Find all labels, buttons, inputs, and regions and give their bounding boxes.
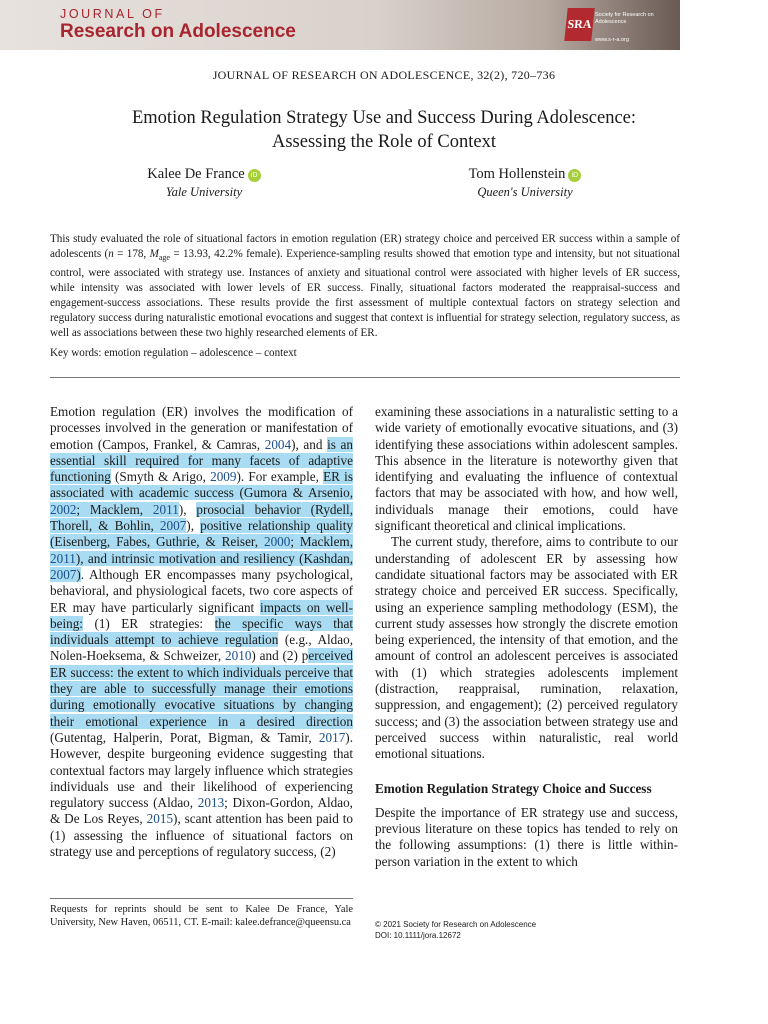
orcid-icon[interactable]: iD bbox=[568, 169, 581, 182]
citation-link[interactable]: 2015 bbox=[146, 811, 174, 827]
section-heading: Emotion Regulation Strategy Choice and Success bbox=[375, 780, 652, 796]
body-column-left bbox=[50, 404, 353, 860]
citation-link[interactable]: 2007 bbox=[159, 518, 187, 534]
copyright: © 2021 Society for Research on Adolescence bbox=[375, 920, 537, 929]
highlight: is an essential skill required for many facets of adaptive functioning bbox=[50, 436, 353, 485]
journal-name: Research on Adolescence bbox=[60, 21, 296, 42]
footnote-divider bbox=[50, 898, 353, 899]
section-divider bbox=[50, 377, 680, 378]
sra-logo: SRA bbox=[564, 8, 594, 41]
body-column-right bbox=[375, 404, 678, 870]
highlight: erceived ER success: the extent to which individuals perceive that they are able to successfully manage their emotions during emotionally evocative situations by changing their emotional experience in a desired direction bbox=[50, 648, 353, 729]
author-name: Tom Hollenstein bbox=[468, 166, 566, 182]
citation-link[interactable]: 2007 bbox=[50, 566, 77, 582]
citation-link[interactable]: 2013 bbox=[197, 795, 225, 811]
paragraph: Emotion regulation (ER) involves the modification of processes involved in the generation or manifestation of emotion (Campos, Frankel, & Camras, 2004), and is an essential skill required for many facets of adaptive functioning (Smyth & Arigo, 2009). For example, ER is associated with academic success (Gumora & Arsenio, 2002; Macklem, 2011), prosocial behavior (Rydell, Thorell, & Bohlin, 2007), positive relationship quality (Eisenberg, Fabes, Guthrie, & Reiser, 2000; Macklem, 2011), and intrinsic motivation and resiliency (Kashdan, 2007). Although ER encompasses many psychological, behavioral, and physiological facets, two core aspects of ER may have particularly significant impacts on well-being: (1) ER strategies: the specific ways that individuals attempt to achieve regulation (e.g., Aldao, Nolen-Hoeksema, & Schweizer, 2010) and (2) perceived ER success: the extent to which individuals perceive that they are able to successfully manage their emotions during emotionally evocative situations by changing their emotional experience in a desired direction (Gutentag, Halperin, Porat, Bigman, & Tamir, 2017). However, despite burgeoning evidence suggesting that contextual factors may largely influence which strategies individuals use and their likelihood of experiencing regulatory success (Aldao, 2013; Dixon-Gordon, Aldao, & De Los Reyes, 2015), scant attention has been paid to (1) assessing the influence of situational factors on strategy use and perceptions of regulatory success, (2) bbox=[50, 404, 353, 860]
paragraph: examining these associations in a naturalistic setting to a wide variety of emotionally evocative situations, and (3) identifying these associations within adolescent samples. This absence in the literature is noteworthy given that identifying and evaluating the influence of contextual factors that may be associated with how, and how well, individuals manage their emotions, could have significant theoretical and clinical implications. bbox=[375, 404, 678, 534]
abstract: This study evaluated the role of situational factors in emotion regulation (ER) strategy choice and perceived ER success within a sample of adolescents (n = 178, $M_{age} = 13.93$, 42.2% female). Experience-sampling results showed that emotion type and intensity, but not situational control, were associated with strategy use. Instances of anxiety and situational control were associated with higher levels of ER success, while intensity was associated with lower levels of ER success. Finally, situational factors moderated the reappraisal-success and engagement-success associations. These results provide the first assessment of multiple contextual factors on strategy selection and regulatory success during naturalistic emotional evocations and suggest that context is influential for strategy selection, regulatory success, as well as associations between these two highly researched elements of ER. bbox=[50, 233, 680, 339]
author-1 bbox=[124, 165, 284, 201]
article-title-line-1: Emotion Regulation Strategy Use and Success During Adolescence: bbox=[131, 108, 637, 128]
copyright-block bbox=[375, 919, 678, 941]
author-name: Kalee De France bbox=[147, 166, 245, 182]
author-2 bbox=[440, 165, 610, 201]
citation-link[interactable]: 2004 bbox=[264, 436, 292, 452]
society-name: Society for Research on Adolescence bbox=[595, 12, 654, 25]
highlight: impacts on well-being: bbox=[50, 599, 353, 631]
citation-link[interactable]: 2002 bbox=[50, 501, 77, 517]
paragraph: The current study, therefore, aims to contribute to our understanding of adolescent ER by assessing how candidate situational factors may be associated with ER strategy choice and perceived ER success. Specifically, using an experience sampling methodology (ESM), the current study assesses how strongly the discrete emotion being experienced, the intensity of that emotion, and the amount of control an adolescent perceives is associated with (1) which strategies adolescents implement (distraction, reappraisal, rumination, relaxation, suppression, and engagement); (2) perceived regulatory success; and (3) the association between strategy use and perceived success within naturalistic, real world emotional situations. bbox=[375, 534, 678, 762]
keywords: Key words: emotion regulation – adolescence – context bbox=[50, 347, 297, 359]
citation-link[interactable]: 2017 bbox=[318, 729, 346, 745]
journal-citation: JOURNAL OF RESEARCH ON ADOLESCENCE, 32(2), 720–736 bbox=[212, 68, 556, 82]
citation-link[interactable]: 2010 bbox=[225, 648, 252, 664]
society-url: www.s-r-a.org bbox=[595, 37, 629, 43]
paragraph: Despite the importance of ER strategy use and success, previous literature on these topics has tended to rely on the following assumptions: (1) there is little within-person variation in the extent to which bbox=[375, 804, 678, 869]
author-affiliation: Queen's University bbox=[477, 185, 573, 199]
citation-link[interactable]: 2009 bbox=[210, 469, 237, 485]
article-title bbox=[40, 106, 728, 154]
journal-banner bbox=[0, 0, 680, 50]
article-title-line-2: Assessing the Role of Context bbox=[271, 132, 497, 152]
highlight: positive relationship quality (Eisenberg, Fabes, Guthrie, & Reiser, 2000; Macklem, 2011), and intrinsic motivation and resiliency (Kashdan, 2007) bbox=[50, 518, 353, 582]
journal-name-small: JOURNAL OF bbox=[60, 7, 165, 21]
citation-link[interactable]: 2000 bbox=[263, 534, 291, 550]
highlight: the specific ways that individuals attempt to achieve regulation bbox=[50, 615, 353, 648]
footnote: Requests for reprints should be sent to Kalee De France, Yale University, New Haven, 06511, CT. E-mail: kalee.defrance@queensu.ca bbox=[50, 904, 353, 928]
citation-link[interactable]: 2011 bbox=[152, 501, 179, 517]
citation-link[interactable]: 2011 bbox=[50, 550, 76, 566]
highlight: prosocial behavior (Rydell, Thorell, & Bohlin, 2007 bbox=[50, 501, 353, 534]
orcid-icon[interactable]: iD bbox=[248, 169, 261, 182]
highlight: ER is associated with academic success (Gumora & Arsenio, 2002; Macklem, 2011 bbox=[50, 469, 353, 517]
doi[interactable]: DOI: 10.1111/jora.12672 bbox=[375, 931, 461, 940]
author-affiliation: Yale University bbox=[165, 185, 243, 199]
